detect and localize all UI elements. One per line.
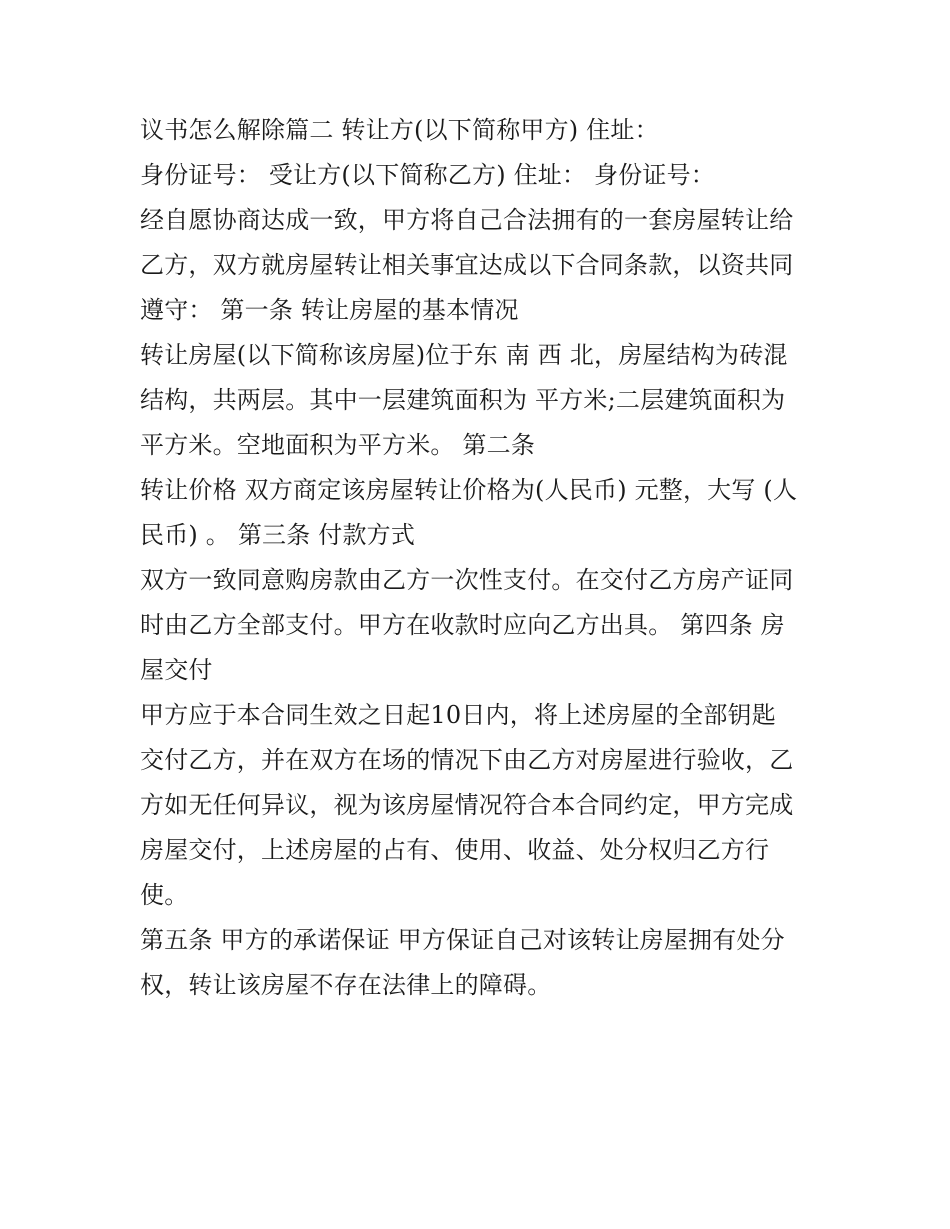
text-line: 方如无任何异议，视为该房屋情况符合本合同约定，甲方完成	[140, 791, 794, 819]
paragraph-article-5	[140, 918, 820, 1008]
text-line: 时由乙方全部支付。甲方在收款时应向乙方出具。 第四条 房	[140, 611, 785, 639]
text-line: 经自愿协商达成一致，甲方将自己合法拥有的一套房屋转让给	[140, 206, 794, 234]
text-line: 身份证号： 受让方(以下简称乙方) 住址： 身份证号：	[140, 161, 716, 189]
text-line: 屋交付	[140, 656, 213, 684]
text-line: 转让价格 双方商定该房屋转让价格为(人民币) 元整，大写 (人	[140, 476, 798, 504]
paragraph-intro	[140, 108, 820, 153]
text-line: 结构，共两层。其中一层建筑面积为 平方米;二层建筑面积为	[140, 386, 786, 414]
paragraph-article-3	[140, 558, 820, 693]
text-line: 遵守： 第一条 转让房屋的基本情况	[140, 296, 519, 324]
text-line: 甲方应于本合同生效之日起10日内，将上述房屋的全部钥匙	[140, 701, 776, 729]
text-line: 乙方，双方就房屋转让相关事宜达成以下合同条款，以资共同	[140, 251, 794, 279]
text-line: 民币) 。 第三条 付款方式	[140, 521, 416, 549]
paragraph-agreement	[140, 198, 820, 333]
text-line: 权，转让该房屋不存在法律上的障碍。	[140, 971, 552, 999]
paragraph-article-2	[140, 468, 820, 558]
text-line: 平方米。空地面积为平方米。 第二条	[140, 431, 536, 459]
text-line: 议书怎么解除篇二 转让方(以下简称甲方) 住址：	[140, 116, 659, 144]
paragraph-id-info	[140, 153, 820, 198]
text-line: 转让房屋(以下简称该房屋)位于东 南 西 北，房屋结构为砖混	[140, 341, 788, 369]
paragraph-article-4	[140, 693, 820, 918]
paragraph-article-1	[140, 333, 820, 468]
text-line: 房屋交付，上述房屋的占有、使用、收益、处分权归乙方行	[140, 836, 770, 864]
document-body	[140, 108, 820, 1008]
text-line: 第五条 甲方的承诺保证 甲方保证自己对该转让房屋拥有处分	[140, 926, 785, 954]
text-line: 双方一致同意购房款由乙方一次性支付。在交付乙方房产证同	[140, 566, 794, 594]
text-line: 交付乙方，并在双方在场的情况下由乙方对房屋进行验收，乙	[140, 746, 794, 774]
text-line: 使。	[140, 881, 189, 909]
